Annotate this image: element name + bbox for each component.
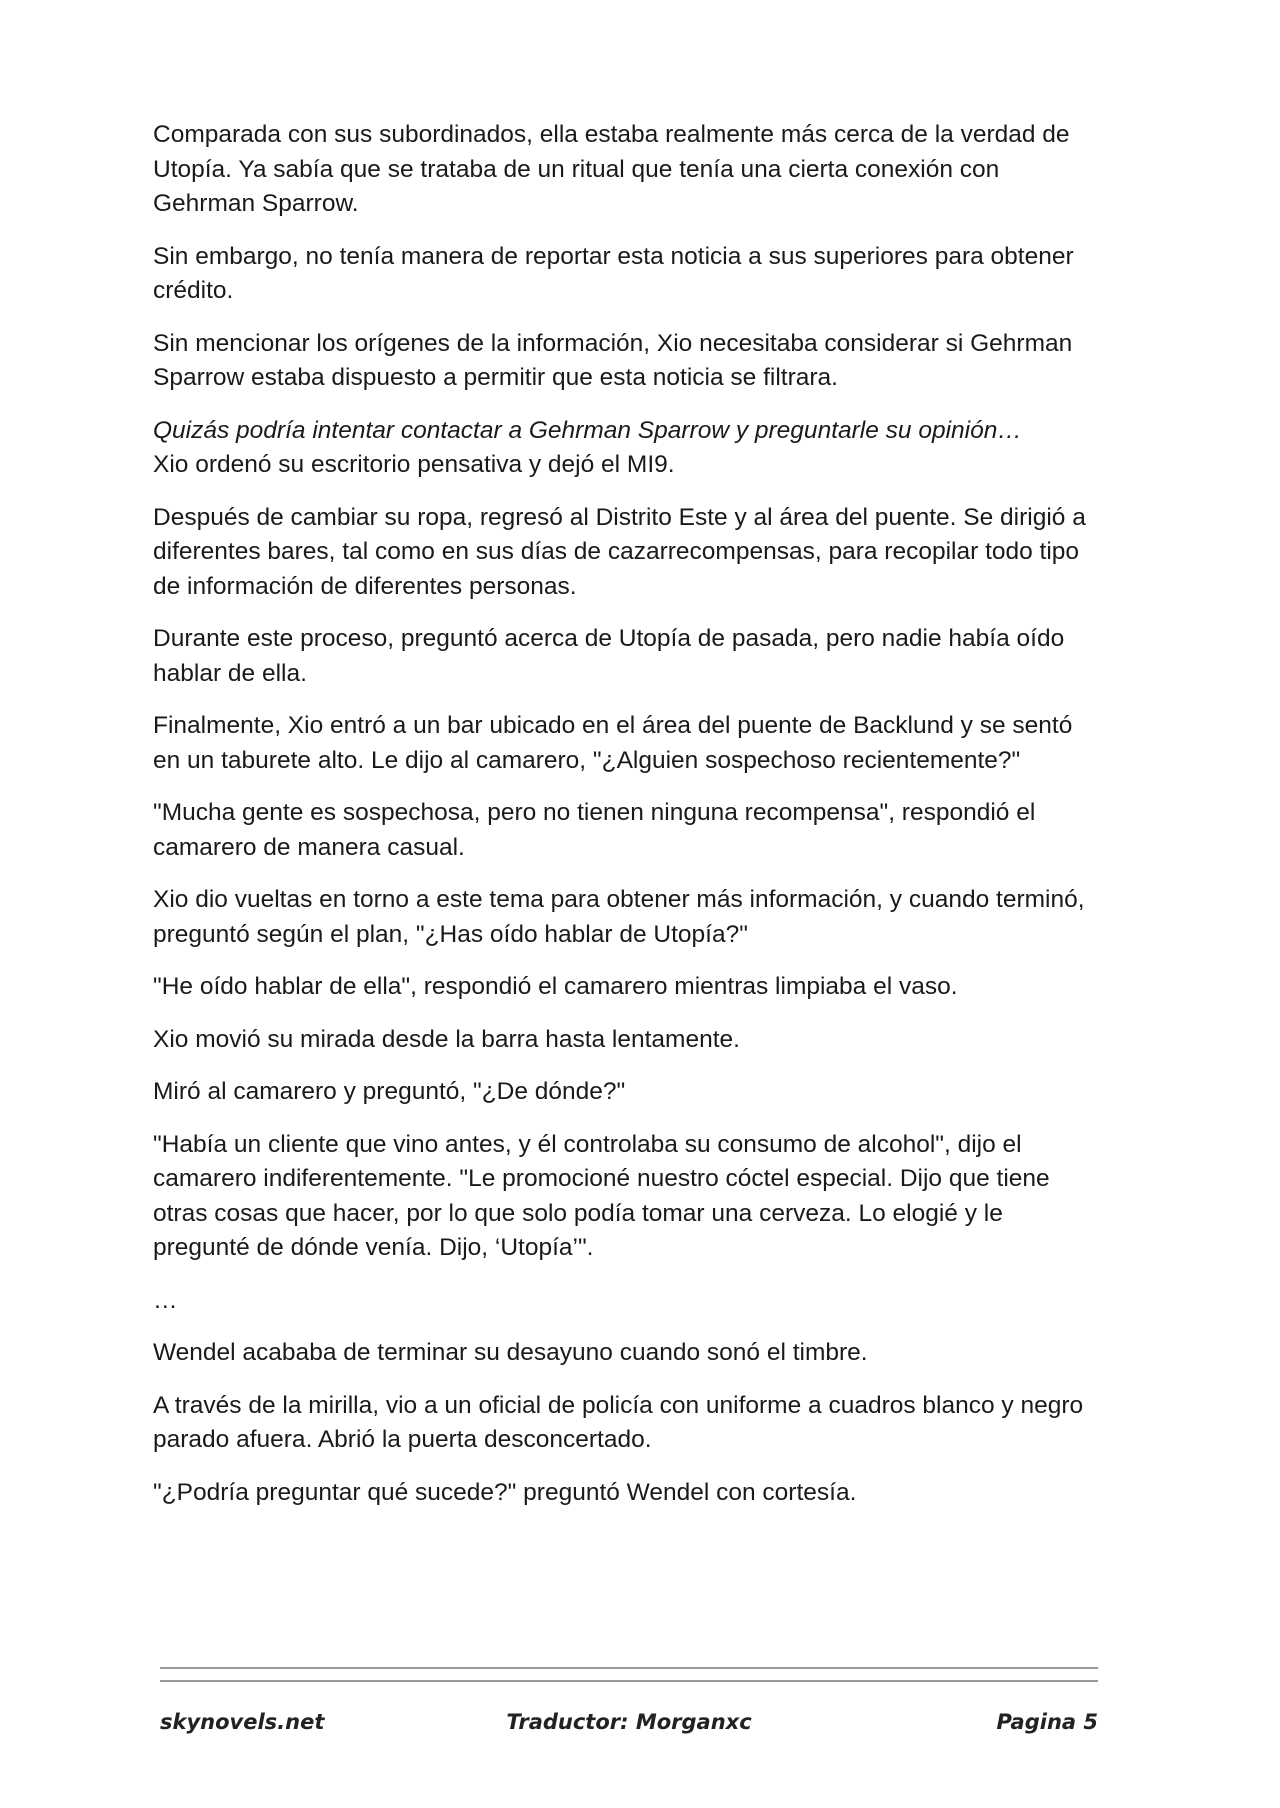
page-body [153,118,1103,1528]
scene-break: … [153,1286,178,1314]
paragraph: A través de la mirilla, vio a un oficial de policía con uniforme a cuadros blanco y negro parado afuera. Abrió la puerta desconcertado. [153,1391,1084,1453]
paragraph: Después de cambiar su ropa, regresó al Distrito Este y al área del puente. Se dirigió a diferentes bares, tal como en sus días de cazarrecompensas, para recopilar todo tipo de información de diferentes personas. [153,503,1086,600]
footer-site: skynovels.net [160,1710,325,1734]
paragraph: Xio movió su mirada desde la barra hasta lentamente. [153,1025,740,1053]
paragraph: Wendel acababa de terminar su desayuno cuando sonó el timbre. [153,1339,868,1366]
page-footer [160,1710,1098,1750]
footer-divider [160,1667,1098,1669]
footer-divider [160,1680,1098,1682]
paragraph: Durante este proceso, preguntó acerca de Utopía de pasada, pero nadie había oído hablar de ella. [153,625,1065,687]
paragraph-continuation: Xio ordenó su escritorio pensativa y dejó el MI9. [153,451,675,478]
paragraph: "¿Podría preguntar qué sucede?" preguntó Wendel con cortesía. [153,1478,857,1506]
paragraph-italic-thought [153,414,1103,483]
paragraph: "Mucha gente es sospechosa, pero no tienen ninguna recompensa", respondió el camarero de manera casual. [153,799,1036,861]
paragraph: Xio dio vueltas en torno a este tema para obtener más información, y cuando terminó, preguntó según el plan, "¿Has oído hablar de Utopía?" [153,886,1085,948]
paragraph: "Había un cliente que vino antes, y él controlaba su consumo de alcohol", dijo el camarero indiferentemente. "Le promocioné nuestro cóctel especial. Dijo que tiene otras cosas que hacer, por lo que solo podía tomar una cerveza. Lo elogié y le pregunté de dónde venía. Dijo, ‘Utopía’". [153,1130,1050,1261]
paragraph: Finalmente, Xio entró a un bar ubicado en el área del puente de Backlund y se sentó en un taburete alto. Le dijo al camarero, "¿Alguien sospechoso recientemente?" [153,712,1073,774]
footer-page-number: Pagina 5 [996,1710,1098,1734]
footer-translator: Traductor: Morganxc [506,1710,752,1734]
paragraph: Sin mencionar los orígenes de la información, Xio necesitaba considerar si Gehrman Sparrow estaba dispuesto a permitir que esta noticia se filtrara. [153,329,1073,391]
paragraph: Sin embargo, no tenía manera de reportar esta noticia a sus superiores para obtener crédito. [153,242,1074,304]
paragraph: Comparada con sus subordinados, ella estaba realmente más cerca de la verdad de Utopía. Ya sabía que se trataba de un ritual que tenía una cierta conexión con Gehrman Sparrow. [153,121,1070,217]
paragraph: "He oído hablar de ella", respondió el camarero mientras limpiaba el vaso. [153,973,958,1000]
paragraph: Miró al camarero y preguntó, "¿De dónde?" [153,1078,626,1105]
italic-thought: Quizás podría intentar contactar a Gehrman Sparrow y preguntarle su opinión… [153,416,1022,444]
